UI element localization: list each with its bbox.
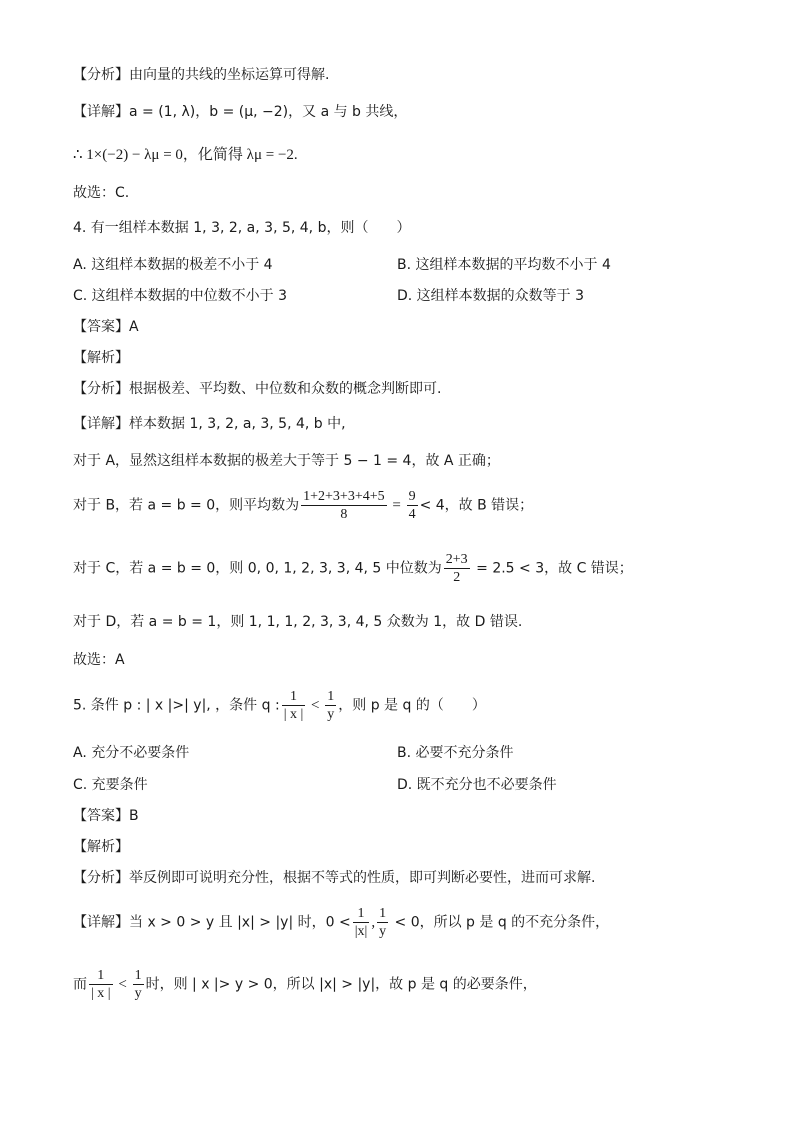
case-b-q4: 对于 B，若 a = b = 0，则平均数为 $\frac{1+2+3+3+4+5}{8}$ = $\frac{9}{4}$ < 4，故 B 错误； [73, 489, 534, 522]
option-4b: B. 这组样本数据的平均数不小于 4 [397, 257, 611, 273]
fraction-median: $\frac{2+3}{2}$ [445, 552, 468, 585]
fraction-one-over-abs-x-3: $\frac{1}{| x |}$ [91, 968, 111, 1001]
answer-choice-q4: 故选：A [73, 652, 125, 668]
answer-label-q5: 【答案】B [73, 808, 139, 824]
fraction-one-over-abs-x-2: $\frac{1}{|x|}$ [354, 906, 368, 939]
analysis-text-q4: 【分析】根据极差、平均数、中位数和众数的概念判断即可. [73, 381, 442, 397]
detail-text-q5: 【详解】当 x > 0 > y 且 |x| > |y| 时，0 < $\frac{1}{|x|}$ , $\frac{1}{y}$ < 0，所以 p 是 q 的不充分条件， [73, 906, 610, 939]
detail-text-q3: 【详解】a = (1, λ)，b = (μ, −2)，又 a 与 b 共线， [73, 104, 408, 120]
fraction-one-over-y: $\frac{1}{y}$ [327, 689, 335, 722]
option-4a: A. 这组样本数据的极差不小于 4 [73, 257, 273, 273]
case-d-q4: 对于 D，若 a = b = 1，则 1, 1, 1, 2, 3, 3, 4, 5 众数为 1，故 D 错误. [73, 614, 523, 630]
case-a-q4: 对于 A，显然这组样本数据的极差大于等于 5 − 1 = 4，故 A 正确； [73, 453, 500, 469]
question-4-stem: 4. 有一组样本数据 1, 3, 2, a, 3, 5, 4, b，则（ ） [73, 220, 411, 236]
option-5a: A. 充分不必要条件 [73, 745, 190, 761]
analysis-text-q3: 【分析】由向量的共线的坐标运算可得解. [73, 67, 330, 83]
detail-continuation-q5: 而 $\frac{1}{| x |}$ < $\frac{1}{y}$ 时，则 | x |> y > 0，所以 |x| > |y|，故 p 是 q 的必要条件， [73, 968, 537, 1001]
fraction-one-over-abs-x: $\frac{1}{| x |}$ [283, 689, 304, 722]
fraction-nine-fourths: $\frac{9}{4}$ [408, 489, 416, 522]
answer-label-q4: 【答案】A [73, 319, 139, 335]
option-5b: B. 必要不充分条件 [397, 745, 514, 761]
question-5-stem: 5. 条件 p : | x |>| y|, ，条件 q : $\frac{1}{| x |}$ < $\frac{1}{y}$ ，则 p 是 q 的（ ） [73, 689, 486, 722]
option-4c: C. 这组样本数据的中位数不小于 3 [73, 288, 288, 304]
fraction-mean-sum: $\frac{1+2+3+3+4+5}{8}$ [303, 489, 385, 522]
fraction-one-over-y-2: $\frac{1}{y}$ [379, 906, 387, 939]
option-5c: C. 充要条件 [73, 777, 148, 793]
analysis-text-q5: 【分析】举反例即可说明充分性，根据不等式的性质，即可判断必要性，进而可求解. [73, 870, 596, 886]
case-c-q4: 对于 C，若 a = b = 0，则 0, 0, 1, 2, 3, 3, 4, 5 中位数为 $\frac{2+3}{2}$ = 2.5 < 3，故 C 错误； [73, 552, 633, 585]
detail-text-q4: 【详解】样本数据 1, 3, 2, a, 3, 5, 4, b 中, [73, 416, 346, 432]
fraction-one-over-y-3: $\frac{1}{y}$ [134, 968, 142, 1001]
equation-q3: ∴ 1×(−2) − λμ = 0，化简得 λμ = −2. [73, 147, 298, 163]
explanation-label-q4: 【解析】 [73, 350, 129, 366]
option-5d: D. 既不充分也不必要条件 [397, 777, 557, 793]
explanation-label-q5: 【解析】 [73, 839, 129, 855]
option-4d: D. 这组样本数据的众数等于 3 [397, 288, 585, 304]
answer-choice-q3: 故选：C. [73, 185, 130, 201]
